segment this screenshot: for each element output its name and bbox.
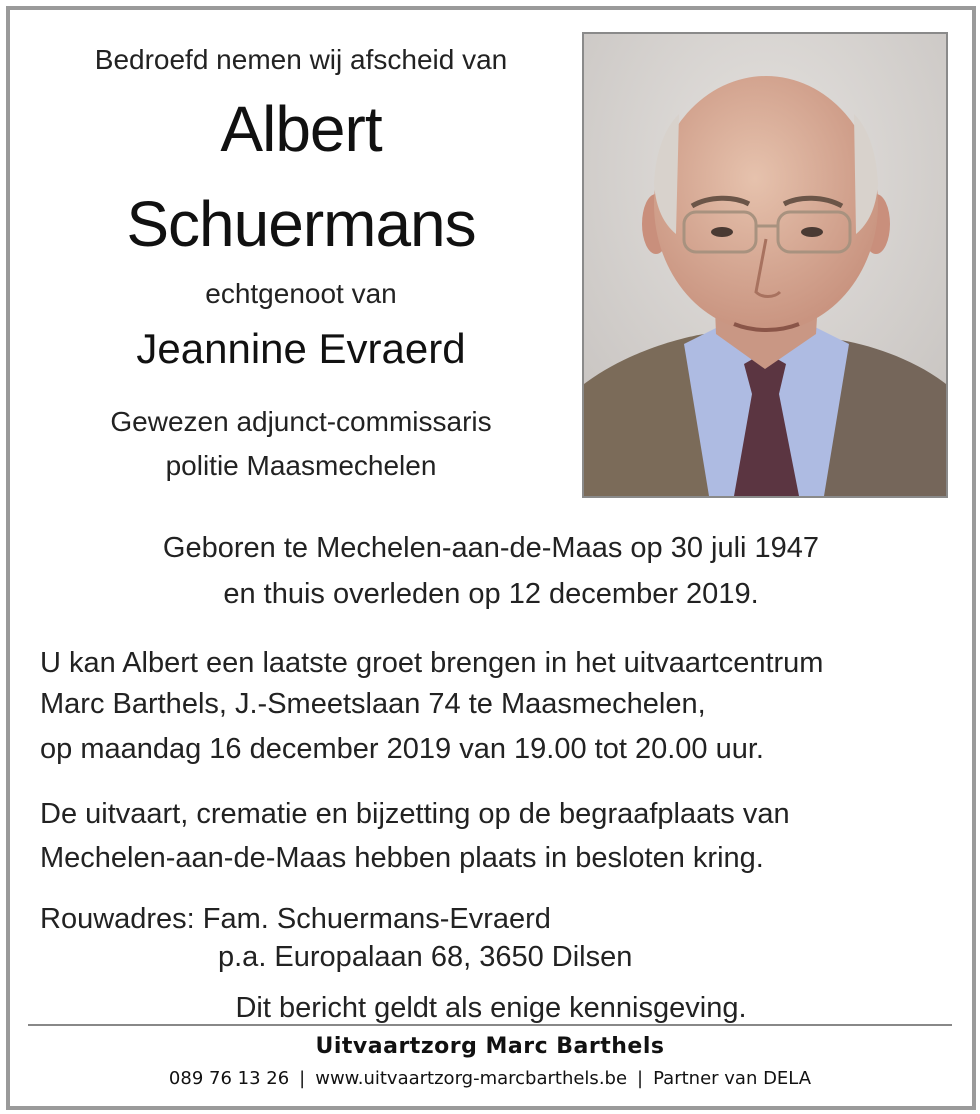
footer-divider (28, 1024, 952, 1026)
intro-text: Bedroefd nemen wij afscheid van (94, 44, 508, 75)
separator: | (299, 1068, 306, 1089)
portrait-photo (582, 32, 948, 498)
separator: | (637, 1068, 644, 1089)
role-line-1: Gewezen adjunct-commissaris (110, 406, 492, 437)
mourning-address-line-2: p.a. Europalaan 68, 3650 Dilsen (218, 941, 633, 973)
funeral-line-2: Mechelen-aan-de-Maas hebben plaats in besloten kring. (40, 842, 764, 874)
deceased-first-name: Albert (220, 93, 382, 165)
death-date-line: en thuis overleden op 12 december 2019. (223, 578, 759, 610)
phone-number: 089 76 13 26 (168, 1068, 290, 1089)
funeral-line-1: De uitvaart, crematie en bijzetting op de begraafplaats van (40, 798, 790, 830)
visitation-line-2: Marc Barthels, J.-Smeetslaan 74 te Maasmechelen, (40, 688, 706, 720)
visitation-line-3: op maandag 16 december 2019 van 19.00 tot 20.00 uur. (40, 733, 764, 765)
funeral-company-name: Uitvaartzorg Marc Barthels (315, 1034, 665, 1059)
website-link[interactable]: www.uitvaartzorg-marcbarthels.be (315, 1068, 628, 1089)
visitation-line-1: U kan Albert een laatste groet brengen in het uitvaartcentrum (40, 647, 824, 679)
deceased-last-name: Schuermans (126, 188, 476, 260)
spouse-label: echtgenoot van (205, 278, 397, 309)
mourning-address-line-1: Rouwadres: Fam. Schuermans-Evraerd (40, 903, 551, 935)
spouse-name: Jeannine Evraerd (136, 325, 466, 372)
partner-text: Partner van DELA (653, 1068, 812, 1089)
role-line-2: politie Maasmechelen (165, 450, 437, 481)
birth-date-line: Geboren te Mechelen-aan-de-Maas op 30 juli 1947 (162, 532, 820, 564)
footer-contact (0, 1068, 980, 1089)
final-notice: Dit bericht geldt als enige kennisgeving. (235, 992, 747, 1024)
